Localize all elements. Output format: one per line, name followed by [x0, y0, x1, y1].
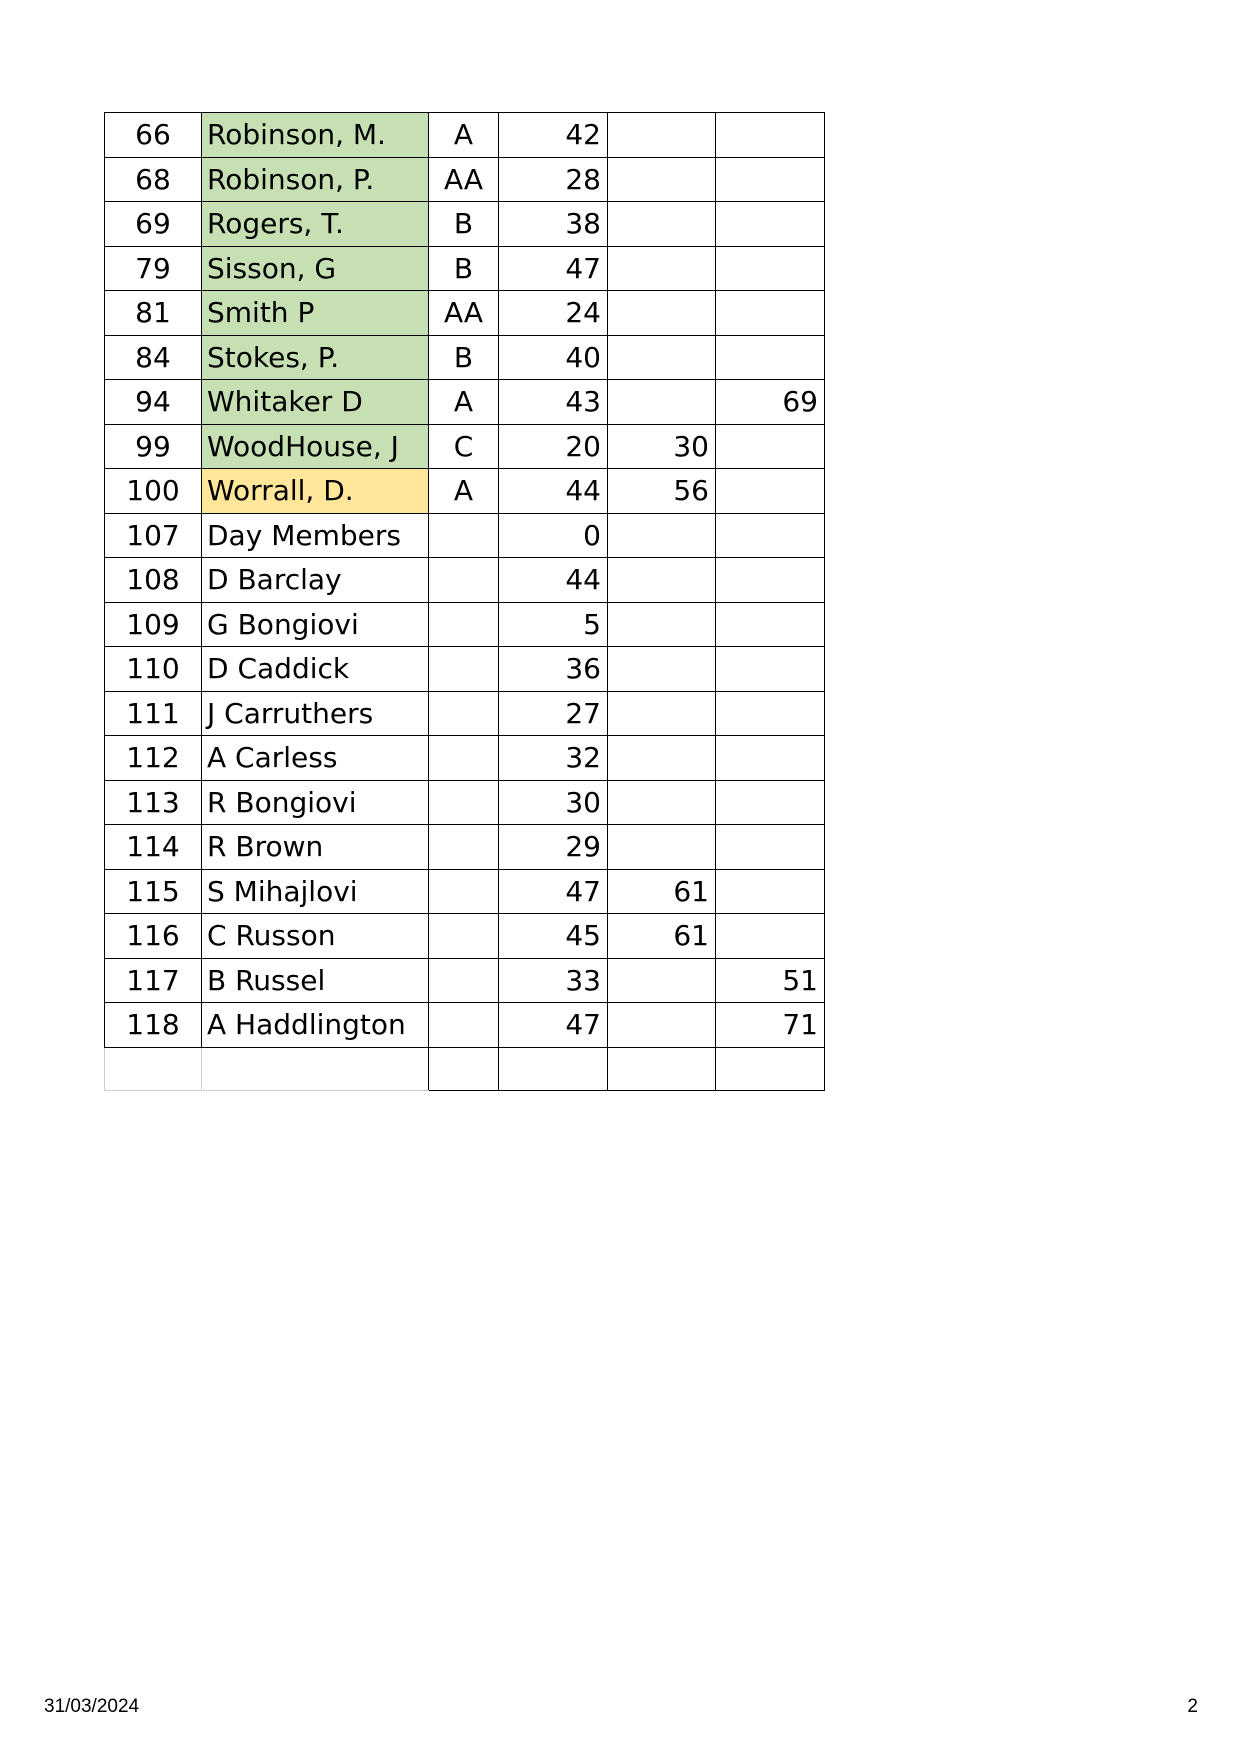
score-1-cell: 33 [499, 958, 608, 1003]
member-number-cell: 99 [105, 424, 202, 469]
member-number-cell: 66 [105, 113, 202, 158]
score-2-cell: 30 [608, 424, 716, 469]
grade-cell: C [429, 424, 499, 469]
member-number-cell: 117 [105, 958, 202, 1003]
score-1-cell: 43 [499, 380, 608, 425]
grade-cell: B [429, 335, 499, 380]
grade-cell: A [429, 113, 499, 158]
score-2-cell [608, 291, 716, 336]
member-number-cell: 113 [105, 780, 202, 825]
grade-cell [429, 558, 499, 603]
score-1-cell: 42 [499, 113, 608, 158]
score-2-cell [608, 1047, 716, 1091]
member-name-cell: D Caddick [202, 647, 429, 692]
score-2-cell [608, 513, 716, 558]
grade-cell [429, 647, 499, 692]
member-number-cell: 112 [105, 736, 202, 781]
member-number-cell: 81 [105, 291, 202, 336]
member-name-cell: R Bongiovi [202, 780, 429, 825]
table-row [105, 157, 825, 202]
score-3-cell [716, 246, 825, 291]
member-name-cell: B Russel [202, 958, 429, 1003]
score-2-cell [608, 246, 716, 291]
grade-cell [429, 825, 499, 870]
member-name-cell: J Carruthers [202, 691, 429, 736]
score-2-cell: 56 [608, 469, 716, 514]
score-3-cell [716, 157, 825, 202]
score-3-cell [716, 780, 825, 825]
member-number-cell: 111 [105, 691, 202, 736]
member-number-cell: 115 [105, 869, 202, 914]
member-number-cell: 114 [105, 825, 202, 870]
grade-cell: AA [429, 291, 499, 336]
score-1-cell: 0 [499, 513, 608, 558]
table-row [105, 1003, 825, 1048]
score-1-cell: 38 [499, 202, 608, 247]
score-1-cell: 44 [499, 558, 608, 603]
score-1-cell: 27 [499, 691, 608, 736]
score-1-cell: 40 [499, 335, 608, 380]
score-3-cell [716, 736, 825, 781]
member-number-cell: 100 [105, 469, 202, 514]
score-2-cell [608, 157, 716, 202]
grade-cell [429, 602, 499, 647]
score-2-cell: 61 [608, 869, 716, 914]
member-name-cell: G Bongiovi [202, 602, 429, 647]
table-row [105, 558, 825, 603]
member-number-cell: 84 [105, 335, 202, 380]
member-name-cell: Robinson, P. [202, 157, 429, 202]
score-3-cell: 51 [716, 958, 825, 1003]
member-number-cell: 116 [105, 914, 202, 959]
score-1-cell: 44 [499, 469, 608, 514]
member-number-cell: 118 [105, 1003, 202, 1048]
table-row [105, 869, 825, 914]
grade-cell [429, 780, 499, 825]
member-name-cell: Sisson, G [202, 246, 429, 291]
table-row [105, 246, 825, 291]
grade-cell [429, 1003, 499, 1048]
score-1-cell [499, 1047, 608, 1091]
grade-cell: A [429, 469, 499, 514]
score-1-cell: 29 [499, 825, 608, 870]
member-number-cell: 69 [105, 202, 202, 247]
score-2-cell [608, 380, 716, 425]
member-name-cell: S Mihajlovi [202, 869, 429, 914]
member-name-cell: D Barclay [202, 558, 429, 603]
score-3-cell [716, 914, 825, 959]
table-row [105, 780, 825, 825]
table-row [105, 691, 825, 736]
score-3-cell [716, 513, 825, 558]
score-3-cell: 69 [716, 380, 825, 425]
score-3-cell [716, 825, 825, 870]
score-1-cell: 47 [499, 1003, 608, 1048]
member-number-cell [105, 1047, 202, 1091]
score-2-cell [608, 647, 716, 692]
score-2-cell [608, 958, 716, 1003]
member-name-cell: Robinson, M. [202, 113, 429, 158]
score-2-cell [608, 602, 716, 647]
table-row [105, 736, 825, 781]
score-2-cell [608, 691, 716, 736]
table-row [105, 202, 825, 247]
score-3-cell [716, 113, 825, 158]
score-2-cell [608, 202, 716, 247]
score-1-cell: 24 [499, 291, 608, 336]
table-row [105, 380, 825, 425]
grade-cell [429, 691, 499, 736]
member-name-cell: Day Members [202, 513, 429, 558]
grade-cell [429, 513, 499, 558]
score-2-cell [608, 113, 716, 158]
footer-date: 31/03/2024 [44, 1696, 140, 1717]
score-1-cell: 32 [499, 736, 608, 781]
member-name-cell [202, 1047, 429, 1091]
score-1-cell: 30 [499, 780, 608, 825]
member-name-cell: R Brown [202, 825, 429, 870]
table-row [105, 335, 825, 380]
member-name-cell: Worrall, D. [202, 469, 429, 514]
members-table-body [105, 113, 825, 1091]
grade-cell [429, 958, 499, 1003]
score-3-cell [716, 424, 825, 469]
table-row [105, 958, 825, 1003]
table-row [105, 469, 825, 514]
table-row [105, 291, 825, 336]
member-name-cell: Rogers, T. [202, 202, 429, 247]
member-number-cell: 108 [105, 558, 202, 603]
grade-cell [429, 1047, 499, 1091]
member-name-cell: Smith P [202, 291, 429, 336]
member-number-cell: 107 [105, 513, 202, 558]
blank-row [105, 1047, 825, 1091]
score-1-cell: 20 [499, 424, 608, 469]
score-3-cell: 71 [716, 1003, 825, 1048]
member-number-cell: 68 [105, 157, 202, 202]
member-name-cell: Stokes, P. [202, 335, 429, 380]
score-1-cell: 5 [499, 602, 608, 647]
grade-cell: A [429, 380, 499, 425]
score-3-cell [716, 469, 825, 514]
table-row [105, 113, 825, 158]
table-row [105, 914, 825, 959]
member-name-cell: Whitaker D [202, 380, 429, 425]
score-1-cell: 45 [499, 914, 608, 959]
score-3-cell [716, 202, 825, 247]
score-2-cell [608, 825, 716, 870]
grade-cell [429, 736, 499, 781]
member-name-cell: C Russon [202, 914, 429, 959]
member-number-cell: 110 [105, 647, 202, 692]
grade-cell: B [429, 246, 499, 291]
member-number-cell: 94 [105, 380, 202, 425]
table-row [105, 647, 825, 692]
score-3-cell [716, 869, 825, 914]
members-table [104, 112, 825, 1091]
score-1-cell: 36 [499, 647, 608, 692]
score-3-cell [716, 558, 825, 603]
score-3-cell [716, 691, 825, 736]
score-2-cell [608, 780, 716, 825]
score-1-cell: 47 [499, 246, 608, 291]
score-1-cell: 47 [499, 869, 608, 914]
table-row [105, 424, 825, 469]
score-1-cell: 28 [499, 157, 608, 202]
score-3-cell [716, 1047, 825, 1091]
page-number: 2 [1187, 1696, 1198, 1717]
member-number-cell: 109 [105, 602, 202, 647]
score-3-cell [716, 335, 825, 380]
grade-cell [429, 914, 499, 959]
score-2-cell [608, 736, 716, 781]
table-row [105, 825, 825, 870]
member-name-cell: WoodHouse, J [202, 424, 429, 469]
score-3-cell [716, 647, 825, 692]
score-2-cell [608, 1003, 716, 1048]
grade-cell [429, 869, 499, 914]
score-2-cell [608, 335, 716, 380]
member-number-cell: 79 [105, 246, 202, 291]
grade-cell: AA [429, 157, 499, 202]
score-3-cell [716, 291, 825, 336]
member-name-cell: A Haddlington [202, 1003, 429, 1048]
grade-cell: B [429, 202, 499, 247]
score-2-cell: 61 [608, 914, 716, 959]
table-row [105, 602, 825, 647]
table-row [105, 513, 825, 558]
score-3-cell [716, 602, 825, 647]
member-name-cell: A Carless [202, 736, 429, 781]
score-2-cell [608, 558, 716, 603]
